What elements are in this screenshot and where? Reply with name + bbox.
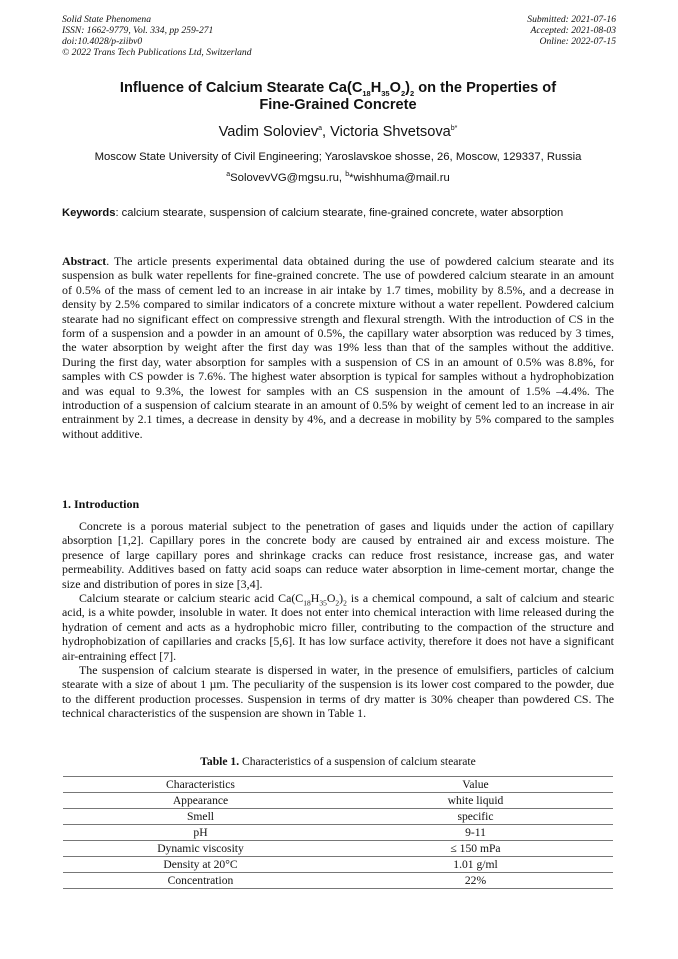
keywords-text: : calcium stearate, suspension of calcium stearate, fine-grained concrete, water absorption: [115, 207, 564, 219]
submitted-date: Submitted: 2021-07-16: [527, 14, 616, 25]
title-line-2: Fine-Grained Concrete: [259, 97, 417, 113]
table-row: [63, 841, 613, 857]
introduction-body: [62, 519, 614, 721]
author-emails: $^a$SolovevVG@mgsu.ru, $^b$*wishhuma@mail.ru: [226, 171, 450, 184]
table-cell: 1.01 g/ml: [338, 857, 613, 873]
characteristics-table: [63, 776, 613, 889]
intro-paragraph-1: Concrete is a porous material subject to the penetration of gases and liquids under the action of capillary absorption [1,2]. Capillary pores in the concrete body are caused by entrained air and excess moisture. The presence of large capillary pores and shrinkage cracks can reduce frost resistance, increase gas, and water permeability. Additives based on fatty acid soaps can reduce water absorption in lime-cement mortar, change the size and distribution of pores in size [3,4].: [62, 519, 614, 591]
author-1: Vadim Soloviev: [218, 124, 319, 140]
table-cell: Dynamic viscosity: [63, 841, 338, 857]
journal-copyright: © 2022 Trans Tech Publications Ltd, Switzerland: [62, 47, 252, 58]
abstract-text: . The article presents experimental data obtained during the use of powdered calcium stearate and its suspension as bulk water repellents for fine-grained concrete. The use of powdered calcium stearate in an amount of 0.5% of the mass of cement led to an increase in air intake by 1.7 times, mobility by 8.5%, and a decrease in density by 2.5% compared to similar indicators of a concrete mixture without a water repellent. Powdered calcium stearate had no significant effect on compressive strength and flexural strength. With the introduction of CS in the form of a suspension and a powder in an amount of 0.5%, the capillary water absorption was reduced by 3 times, the water absorption by weight after the first day was 19% less than that of the samples without the additive. During the first day, water absorption for samples with a suspension of CS in an amount of 0.5% was 8.8%, for samples with CS powder is 7.6%. The highest water absorption is typical for samples without a hydrophobization and was equal to 9.3%, the lowest for samples with an CS suspension in the amount of 1.5% –4.4%. The introduction of a suspension of calcium stearate in an amount of 0.5% by weight of cement led to an increase in air entrainment by 2.1 times, a decrease in density by 4%, and a decrease in mobility by 5% compared to the samples without additive.: [62, 254, 614, 441]
section-heading-introduction: 1. Introduction: [62, 497, 140, 511]
table-cell: 9-11: [338, 825, 613, 841]
table-cell: 22%: [338, 873, 613, 889]
table-row: [63, 857, 613, 873]
table-cell: Concentration: [63, 873, 338, 889]
journal-issn: ISSN: 1662-9779, Vol. 334, pp 259-271: [62, 25, 214, 36]
journal-info: [62, 14, 252, 58]
table-header-cell: Value: [338, 777, 613, 793]
intro-paragraph-2: Calcium stearate or calcium stearic acid $Ca(C_{18}H_{35}O_2)_2$ is a chemical compound, a salt of calcium and stearic acid, is a white powder, insoluble in water. It does not enter into chemical interaction with lime released during the hydration of cement and acts as a hydrophobic micro filler, contributing to the compaction of the structure and hydrophobization of capillaries and cracks [5,6]. It has low surface activity, therefore it does not have a significant air-entraining effect [7].: [62, 591, 614, 663]
email-1: SolovevVG@mgsu.ru,: [230, 172, 346, 184]
paper-title: [62, 80, 614, 114]
keywords: [62, 206, 614, 220]
table-cell: Smell: [63, 809, 338, 825]
table-row: [63, 873, 613, 889]
table-header-row: [63, 777, 613, 793]
table-header-cell: Characteristics: [63, 777, 338, 793]
accepted-date: Accepted: 2021-08-03: [530, 25, 616, 36]
table-cell: pH: [63, 825, 338, 841]
table-cell: specific: [338, 809, 613, 825]
table-caption: [62, 755, 614, 769]
abstract: [62, 254, 614, 441]
table-cell: ≤ 150 mPa: [338, 841, 613, 857]
table-row: [63, 809, 613, 825]
author-2: Victoria Shvetsova: [330, 124, 451, 140]
author-list: Vadim Soloviev$^a$, Victoria Shvetsova$^{b*}$: [218, 124, 458, 140]
keywords-label: Keywords: [62, 207, 116, 219]
table-cell: Density at 20°C: [63, 857, 338, 873]
affiliation: Moscow State University of Civil Engineering; Yaroslavskoe shosse, 26, Moscow, 129337, Russia: [94, 151, 582, 163]
table-row: [63, 825, 613, 841]
submission-dates: [527, 14, 616, 47]
table-row: [63, 793, 613, 809]
table-caption-label: Table 1.: [200, 755, 240, 768]
intro-paragraph-3: The suspension of calcium stearate is dispersed in water, in the presence of emulsifiers, particles of calcium stearate with a size of about 1 µm. The peculiarity of the suspension is its lower cost compared to the powder, due to the different production processes. Suspension in terms of dry matter is 30% cheaper than powdered CS. The technical characteristics of the suspension are shown in Table 1.: [62, 663, 614, 721]
abstract-label: Abstract: [62, 254, 107, 268]
journal-name: Solid State Phenomena: [62, 14, 151, 25]
table-cell: white liquid: [338, 793, 613, 809]
online-date: Online: 2022-07-15: [539, 36, 616, 47]
email-2: *wishhuma@mail.ru: [349, 172, 450, 184]
title-line-1: Influence of Calcium Stearate $Ca(C_{18}H_{35}O_2)_2$ on the Properties of: [119, 80, 557, 98]
table-caption-text: Characteristics of a suspension of calcium stearate: [239, 755, 476, 768]
journal-doi: doi:10.4028/p-ziibv0: [62, 36, 143, 47]
table-cell: Appearance: [63, 793, 338, 809]
